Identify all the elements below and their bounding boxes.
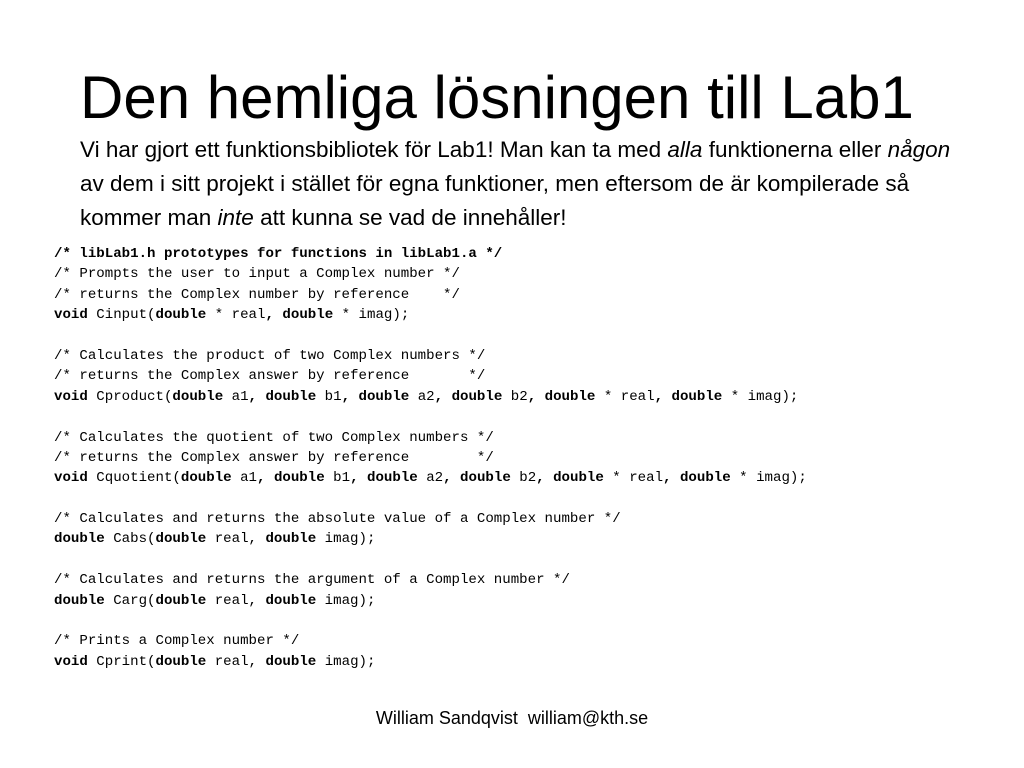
intro-emphasis-nagon: någon xyxy=(887,137,951,162)
code-keyword: double xyxy=(54,531,105,548)
code-keyword: void xyxy=(54,470,88,487)
intro-text-1: Vi har gjort ett funktionsbibliotek för Lab1! Man kan ta med xyxy=(80,137,668,162)
intro-emphasis-alla: alla xyxy=(667,137,703,162)
intro-text-2: funktionerna eller xyxy=(702,137,888,162)
code-comment: /* Calculates the quotient of two Complex numbers */ xyxy=(54,429,494,446)
code-keyword: double xyxy=(265,592,317,609)
code-prototype-cquotient xyxy=(54,468,807,488)
code-listing xyxy=(54,244,807,672)
code-comment: /* Calculates and returns the absolute value of a Complex number */ xyxy=(54,511,621,528)
code-param: * real xyxy=(206,307,266,324)
code-prototype-cabs xyxy=(54,529,807,549)
code-param: * real xyxy=(603,470,664,487)
code-keyword: double xyxy=(273,470,325,487)
code-keyword: double xyxy=(460,470,511,487)
code-param: a1 xyxy=(231,470,258,487)
code-keyword: double xyxy=(358,388,410,405)
code-comment: /* returns the Complex answer by reference */ xyxy=(54,368,486,385)
code-separator: , xyxy=(443,470,461,487)
code-separator: , xyxy=(527,388,545,405)
code-param: b1 xyxy=(324,470,351,487)
intro-paragraph xyxy=(80,133,960,235)
code-keyword: double xyxy=(155,307,207,324)
code-fn-name: Carg( xyxy=(104,592,156,609)
code-separator: , xyxy=(265,307,283,324)
code-keyword: double xyxy=(180,470,232,487)
code-separator: , xyxy=(341,388,359,405)
code-comment: /* returns the Complex number by reference */ xyxy=(54,286,460,303)
code-keyword: double xyxy=(155,592,207,609)
code-param: real xyxy=(206,592,249,609)
code-comment: /* Prompts the user to input a Complex number */ xyxy=(54,266,460,283)
code-separator: , xyxy=(248,531,266,548)
code-keyword: double xyxy=(172,388,224,405)
code-param: * real xyxy=(595,388,655,405)
code-blank-line xyxy=(54,407,807,427)
code-blank-line xyxy=(54,611,807,631)
code-separator: , xyxy=(248,388,266,405)
code-param: a2 xyxy=(417,470,444,487)
code-keyword: double xyxy=(553,470,604,487)
code-param: b2 xyxy=(502,388,528,405)
code-param: imag); xyxy=(316,531,376,548)
code-param: b2 xyxy=(510,470,537,487)
code-comment: /* Calculates the product of two Complex numbers */ xyxy=(54,347,486,364)
code-keyword: double xyxy=(265,388,317,405)
code-keyword: double xyxy=(671,388,723,405)
slide-title: Den hemliga lösningen till Lab1 xyxy=(80,64,914,131)
intro-text-4: att kunna se vad de innehåller! xyxy=(253,205,567,230)
code-header-comment: /* libLab1.h prototypes for functions in libLab1.a */ xyxy=(54,246,503,262)
code-keyword: double xyxy=(265,653,317,670)
code-separator: , xyxy=(434,388,452,405)
code-keyword: double xyxy=(155,653,207,670)
code-prototype-cproduct xyxy=(54,387,807,407)
code-separator: , xyxy=(663,470,680,487)
code-param: * imag); xyxy=(722,388,799,405)
code-prototype-cprint xyxy=(54,652,807,672)
code-param: real xyxy=(206,531,249,548)
code-keyword: double xyxy=(366,470,418,487)
code-keyword: void xyxy=(54,307,88,324)
code-keyword: double xyxy=(155,531,207,548)
code-prototype-carg xyxy=(54,591,807,611)
code-fn-name: Cinput( xyxy=(87,307,156,324)
code-comment: /* returns the Complex answer by reference */ xyxy=(54,449,494,466)
code-blank-line xyxy=(54,550,807,570)
code-fn-name: Cprint( xyxy=(87,653,156,670)
code-prototype-cinput xyxy=(54,305,807,325)
code-param: a2 xyxy=(409,388,435,405)
code-comment: /* Calculates and returns the argument of a Complex number */ xyxy=(54,572,570,589)
code-keyword: void xyxy=(54,388,88,405)
code-keyword: double xyxy=(544,388,596,405)
code-blank-line xyxy=(54,326,807,346)
code-fn-name: Cquotient( xyxy=(87,470,181,487)
code-separator: , xyxy=(248,653,266,670)
footer-author: William Sandqvist william@kth.se xyxy=(375,708,649,728)
code-fn-name: Cabs( xyxy=(104,531,156,548)
code-param: * imag); xyxy=(333,307,410,324)
code-keyword: double xyxy=(54,592,105,609)
code-keyword: double xyxy=(282,307,334,324)
code-keyword: double xyxy=(679,470,731,487)
code-param: b1 xyxy=(316,388,342,405)
intro-text-3: av dem i sitt projekt i stället för egna funktioner, men eftersom de är kompilerade så kommer man xyxy=(80,171,910,230)
code-param: imag); xyxy=(316,592,376,609)
code-param: a1 xyxy=(223,388,249,405)
code-param: imag); xyxy=(316,653,376,670)
code-keyword: double xyxy=(451,388,503,405)
code-fn-name: Cproduct( xyxy=(87,388,173,405)
code-comment: /* Prints a Complex number */ xyxy=(54,633,300,650)
code-separator: , xyxy=(654,388,672,405)
code-separator: , xyxy=(248,592,266,609)
code-separator: , xyxy=(257,470,274,487)
intro-emphasis-inte: inte xyxy=(217,205,254,230)
code-keyword: double xyxy=(265,531,317,548)
code-keyword: void xyxy=(54,653,88,670)
code-separator: , xyxy=(350,470,367,487)
code-param: real xyxy=(206,653,249,670)
code-blank-line xyxy=(54,489,807,509)
code-separator: , xyxy=(536,470,554,487)
code-param: * imag); xyxy=(730,470,807,487)
